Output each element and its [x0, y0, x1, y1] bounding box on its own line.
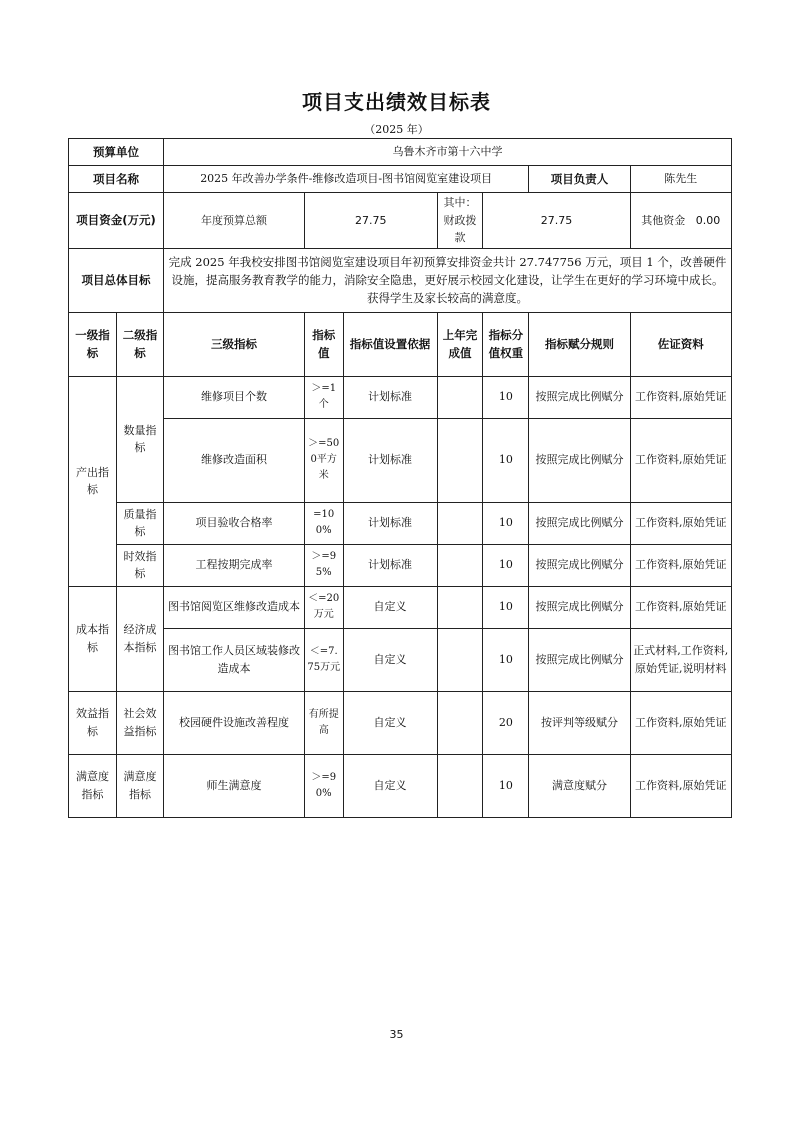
other-funds-label: 其他资金 [641, 213, 686, 227]
other-funds-value: 0.00 [695, 213, 721, 227]
indicator-rule: 按照完成比例赋分 [529, 544, 630, 586]
indicator-weight: 10 [483, 544, 529, 586]
column-header-row [69, 312, 732, 376]
subgroup-social-benefit: 社会效益指标 [117, 691, 164, 754]
budget-unit-row [69, 139, 732, 166]
indicator-basis: 计划标准 [343, 544, 437, 586]
budget-unit-value: 乌鲁木齐市第十六中学 [163, 139, 731, 166]
col-scoring-rule: 指标赋分规则 [529, 312, 630, 376]
indicator-basis: 计划标准 [343, 502, 437, 544]
indicator-last-year [437, 376, 483, 418]
col-evidence: 佐证资料 [630, 312, 731, 376]
project-leader-label: 项目负责人 [529, 166, 630, 193]
indicator-rule: 按照完成比例赋分 [529, 628, 630, 691]
indicator-basis: 自定义 [343, 586, 437, 628]
subgroup-satisfaction: 满意度指标 [117, 754, 164, 817]
project-funds-label: 项目资金(万元) [69, 193, 164, 249]
table-row [69, 586, 732, 628]
indicator-basis: 自定义 [343, 691, 437, 754]
indicator-name: 维修改造面积 [163, 418, 304, 502]
col-last-year: 上年完成值 [437, 312, 483, 376]
table-row [69, 628, 732, 691]
indicator-last-year [437, 691, 483, 754]
indicator-weight: 10 [483, 376, 529, 418]
indicator-name: 维修项目个数 [163, 376, 304, 418]
col-level1: 一级指标 [69, 312, 117, 376]
page-title: 项目支出绩效目标表 [302, 90, 491, 114]
project-name-row [69, 166, 732, 193]
indicator-evidence: 正式材料,工作资料,原始凭证,说明材料 [630, 628, 731, 691]
col-level2: 二级指标 [117, 312, 164, 376]
indicator-evidence: 工作资料,原始凭证 [630, 544, 731, 586]
indicator-value: =100% [304, 502, 343, 544]
fiscal-funds-label: 其中：财政拨款 [437, 193, 483, 249]
indicator-value: ＞=1个 [304, 376, 343, 418]
indicator-name: 图书馆工作人员区域装修改造成本 [163, 628, 304, 691]
subgroup-economic-cost: 经济成本指标 [117, 586, 164, 691]
project-leader-value: 陈先生 [630, 166, 731, 193]
table-row [69, 691, 732, 754]
performance-table [68, 138, 732, 818]
other-funds-cell [630, 193, 731, 249]
overall-goal-text: 完成 2025 年我校安排图书馆阅览室建设项目年初预算安排资金共计 27.747756 万元，项目 1 个，改善硬件设施，提高服务教育教学的能力，消除安全隐患，更好展示校园文化建设，让学生在更好的学习环境中成长。获得学生及家长较高的满意度。 [163, 248, 731, 312]
overall-goal-row [69, 248, 732, 312]
indicator-rule: 满意度赋分 [529, 754, 630, 817]
indicator-weight: 10 [483, 586, 529, 628]
indicator-weight: 10 [483, 754, 529, 817]
indicator-value: ＞=500平方米 [304, 418, 343, 502]
indicator-evidence: 工作资料,原始凭证 [630, 586, 731, 628]
indicator-basis: 计划标准 [343, 376, 437, 418]
indicator-rule: 按照完成比例赋分 [529, 376, 630, 418]
indicator-rule: 按照完成比例赋分 [529, 502, 630, 544]
col-indicator-value: 指标值 [304, 312, 343, 376]
indicator-weight: 10 [483, 418, 529, 502]
col-level3: 三级指标 [163, 312, 304, 376]
annual-budget-label: 年度预算总额 [163, 193, 304, 249]
indicator-last-year [437, 628, 483, 691]
indicator-evidence: 工作资料,原始凭证 [630, 691, 731, 754]
overall-goal-label: 项目总体目标 [69, 248, 164, 312]
budget-unit-label: 预算单位 [69, 139, 164, 166]
indicator-value: ＞=90% [304, 754, 343, 817]
group-benefit: 效益指标 [69, 691, 117, 754]
indicator-rule: 按照完成比例赋分 [529, 418, 630, 502]
indicator-basis: 自定义 [343, 754, 437, 817]
table-row [69, 544, 732, 586]
indicator-last-year [437, 586, 483, 628]
indicator-rule: 按评判等级赋分 [529, 691, 630, 754]
col-weight: 指标分值权重 [483, 312, 529, 376]
group-cost: 成本指标 [69, 586, 117, 691]
indicator-evidence: 工作资料,原始凭证 [630, 418, 731, 502]
subgroup-quantity: 数量指标 [117, 376, 164, 502]
indicator-evidence: 工作资料,原始凭证 [630, 502, 731, 544]
indicator-last-year [437, 544, 483, 586]
indicator-value: 有所提高 [304, 691, 343, 754]
indicator-last-year [437, 502, 483, 544]
indicator-evidence: 工作资料,原始凭证 [630, 754, 731, 817]
indicator-last-year [437, 418, 483, 502]
table-row [69, 754, 732, 817]
indicator-name: 图书馆阅览区维修改造成本 [163, 586, 304, 628]
group-output: 产出指标 [69, 376, 117, 586]
indicator-name: 项目验收合格率 [163, 502, 304, 544]
col-basis: 指标值设置依据 [343, 312, 437, 376]
group-satisfaction: 满意度指标 [69, 754, 117, 817]
page-number: 35 [389, 1028, 404, 1041]
indicator-last-year [437, 754, 483, 817]
indicator-weight: 10 [483, 502, 529, 544]
year-caption: （2025 年） [364, 123, 429, 136]
indicator-name: 师生满意度 [163, 754, 304, 817]
indicator-weight: 10 [483, 628, 529, 691]
fiscal-funds-value: 27.75 [483, 193, 630, 249]
project-name-label: 项目名称 [69, 166, 164, 193]
indicator-weight: 20 [483, 691, 529, 754]
indicator-value: ＞=95% [304, 544, 343, 586]
subgroup-quality: 质量指标 [117, 502, 164, 544]
project-funds-row [69, 193, 732, 249]
table-row [69, 376, 732, 418]
indicator-basis: 自定义 [343, 628, 437, 691]
subgroup-timeliness: 时效指标 [117, 544, 164, 586]
indicator-value: ＜=7.75万元 [304, 628, 343, 691]
indicator-name: 校园硬件设施改善程度 [163, 691, 304, 754]
indicator-evidence: 工作资料,原始凭证 [630, 376, 731, 418]
project-name-value: 2025 年改善办学条件-维修改造项目-图书馆阅览室建设项目 [163, 166, 528, 193]
indicator-name: 工程按期完成率 [163, 544, 304, 586]
annual-budget-value: 27.75 [304, 193, 437, 249]
indicator-value: ＜=20万元 [304, 586, 343, 628]
indicator-rule: 按照完成比例赋分 [529, 586, 630, 628]
table-row [69, 418, 732, 502]
indicator-basis: 计划标准 [343, 418, 437, 502]
table-row [69, 502, 732, 544]
